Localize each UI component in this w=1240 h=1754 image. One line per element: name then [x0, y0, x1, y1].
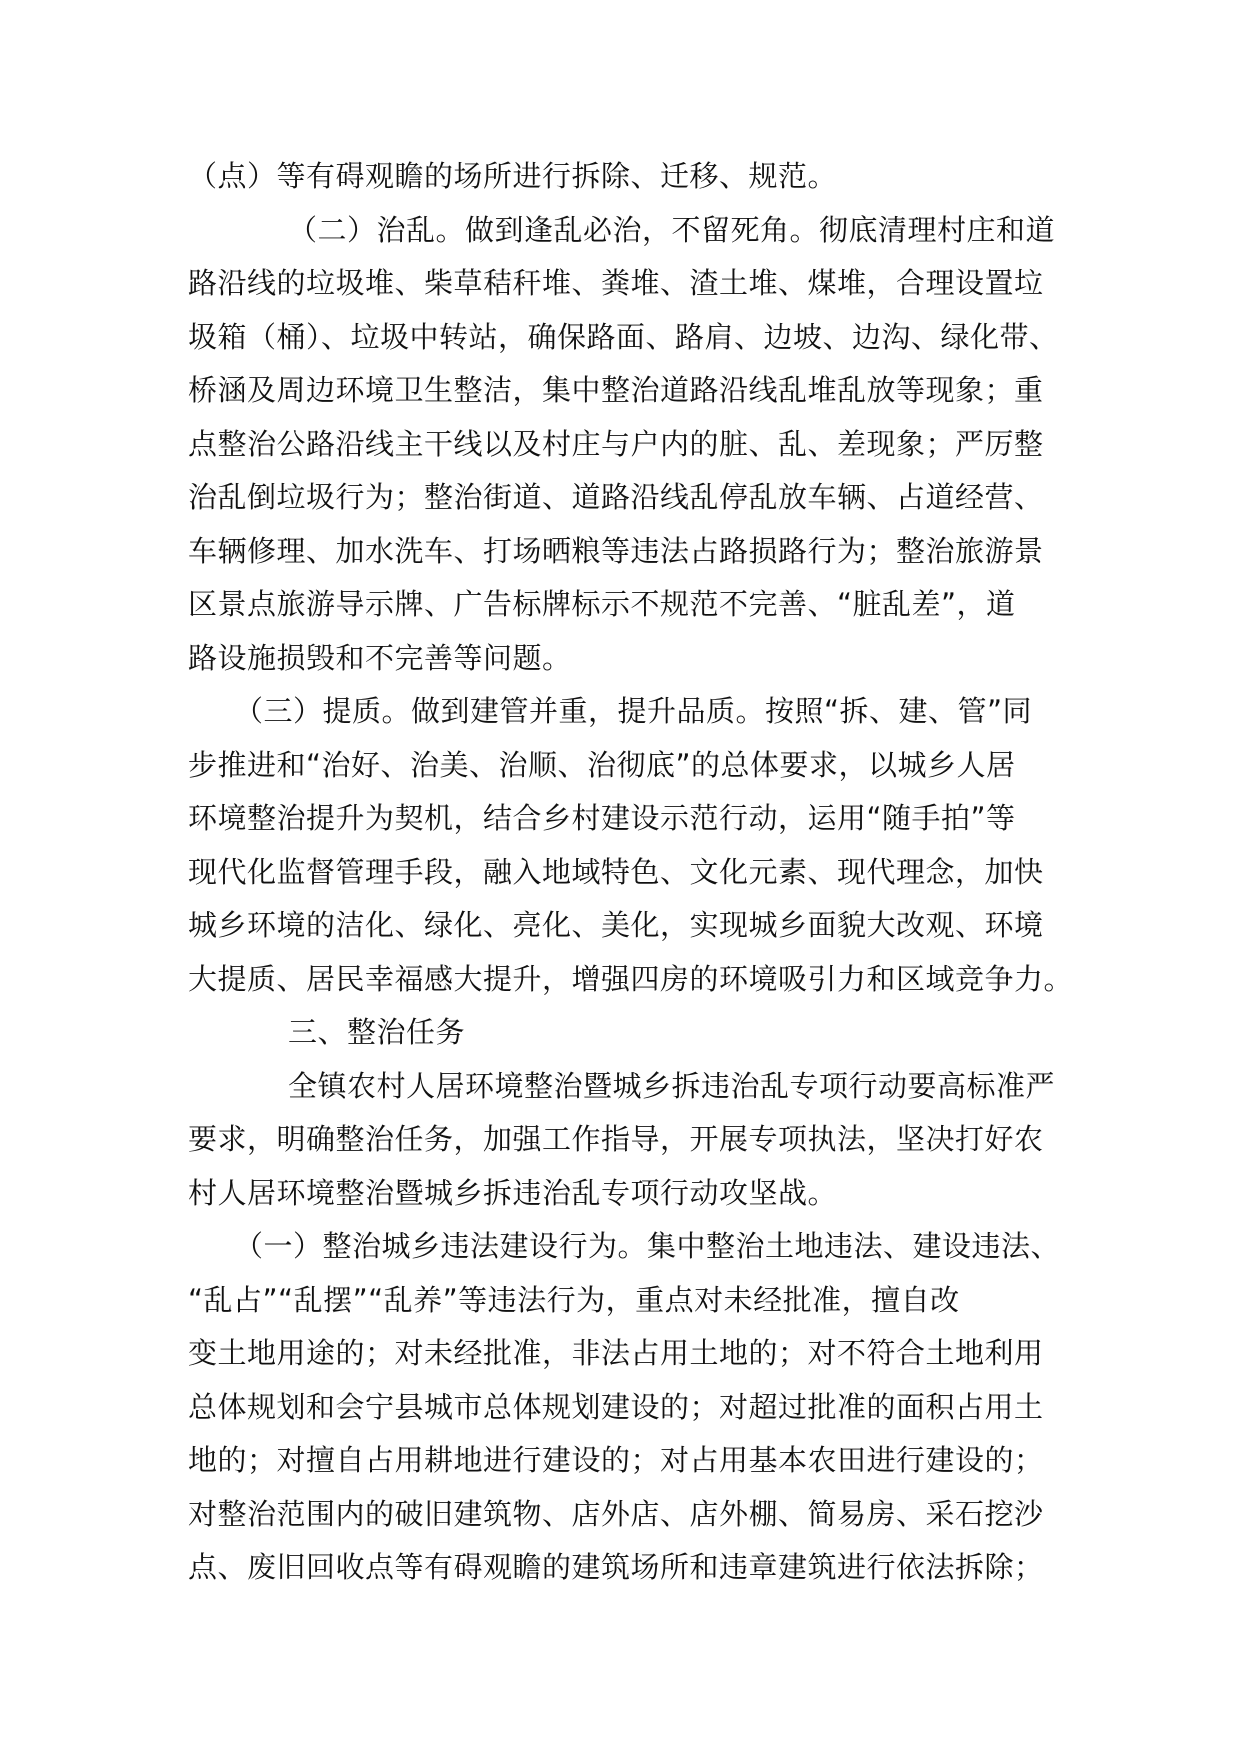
paragraph-line: 桥涵及周边环境卫生整洁，集中整治道路沿线乱堆乱放等现象；重	[188, 373, 1044, 407]
paragraph-line: 路设施损毁和不完善等问题。	[188, 640, 572, 675]
paragraph-line: 对整治范围内的破旧建筑物、店外店、店外棚、简易房、采石挖沙	[188, 1496, 1044, 1531]
paragraph-line: 大提质、居民幸福感大提升，增强四房的环境吸引力和区域竞争力。	[188, 961, 1074, 996]
paragraph-line: 现代化监督管理手段，融入地域特色、文化元素、现代理念，加快	[188, 854, 1044, 889]
document-body	[188, 150, 1074, 1595]
paragraph-line: 治乱倒垃圾行为；整治街道、道路沿线乱停乱放车辆、占道经营、	[188, 480, 1044, 514]
paragraph-line: 村人居环境整治暨城乡拆违治乱专项行动攻坚战。	[188, 1175, 838, 1210]
paragraph-line: 圾箱（桶）、垃圾中转站，确保路面、路肩、边坡、边沟、绿化带、	[188, 319, 1059, 354]
paragraph-line: “乱占”“乱摆”“乱养”等违法行为，重点对未经批准，擅自改	[188, 1282, 960, 1317]
paragraph-continuation-line: （点）等有碍观瞻的场所进行拆除、迁移、规范。	[188, 159, 838, 193]
task-1-heading-line: （一）整治城乡违法建设行为。集中整治土地违法、建设违法、	[234, 1229, 1061, 1263]
paragraph-line: 城乡环境的洁化、绿化、亮化、美化，实现城乡面貌大改观、环境	[188, 908, 1044, 942]
paragraph-intro-line: 全镇农村人居环境整治暨城乡拆违治乱专项行动要高标准严	[288, 1068, 1056, 1103]
paragraph-line: 区景点旅游导示牌、广告标牌标示不规范不完善、“脏乱差”，道	[188, 587, 1016, 621]
chapter-heading-tasks: 三、整治任务	[288, 1015, 466, 1049]
paragraph-line: 点、废旧回收点等有碍观瞻的建筑场所和违章建筑进行依法拆除；	[188, 1550, 1044, 1584]
paragraph-line: 要求，明确整治任务，加强工作指导，开展专项执法，坚决打好农	[188, 1122, 1044, 1156]
paragraph-line: 地的；对擅自占用耕地进行建设的；对占用基本农田进行建设的；	[188, 1443, 1044, 1477]
section-2-heading-line: （二）治乱。做到逢乱必治，不留死角。彻底清理村庄和道	[288, 212, 1056, 247]
paragraph-line: 步推进和“治好、治美、治顺、治彻底”的总体要求，以城乡人居	[188, 747, 1016, 782]
paragraph-line: 车辆修理、加水洗车、打场晒粮等违法占路损路行为；整治旅游景	[188, 533, 1044, 568]
paragraph-line: 总体规划和会宁县城市总体规划建设的；对超过批准的面积占用土	[188, 1389, 1044, 1424]
section-3-heading-line: （三）提质。做到建管并重，提升品质。按照“拆、建、管”同	[234, 694, 1033, 728]
paragraph-line: 点整治公路沿线主干线以及村庄与户内的脏、乱、差现象；严厉整	[188, 426, 1044, 461]
paragraph-line: 变土地用途的；对未经批准，非法占用土地的；对不符合土地利用	[188, 1336, 1044, 1370]
paragraph-line: 路沿线的垃圾堆、柴草秸秆堆、粪堆、渣土堆、煤堆，合理设置垃	[188, 266, 1044, 300]
paragraph-line: 环境整治提升为契机，结合乡村建设示范行动，运用“随手拍”等	[188, 801, 1016, 835]
